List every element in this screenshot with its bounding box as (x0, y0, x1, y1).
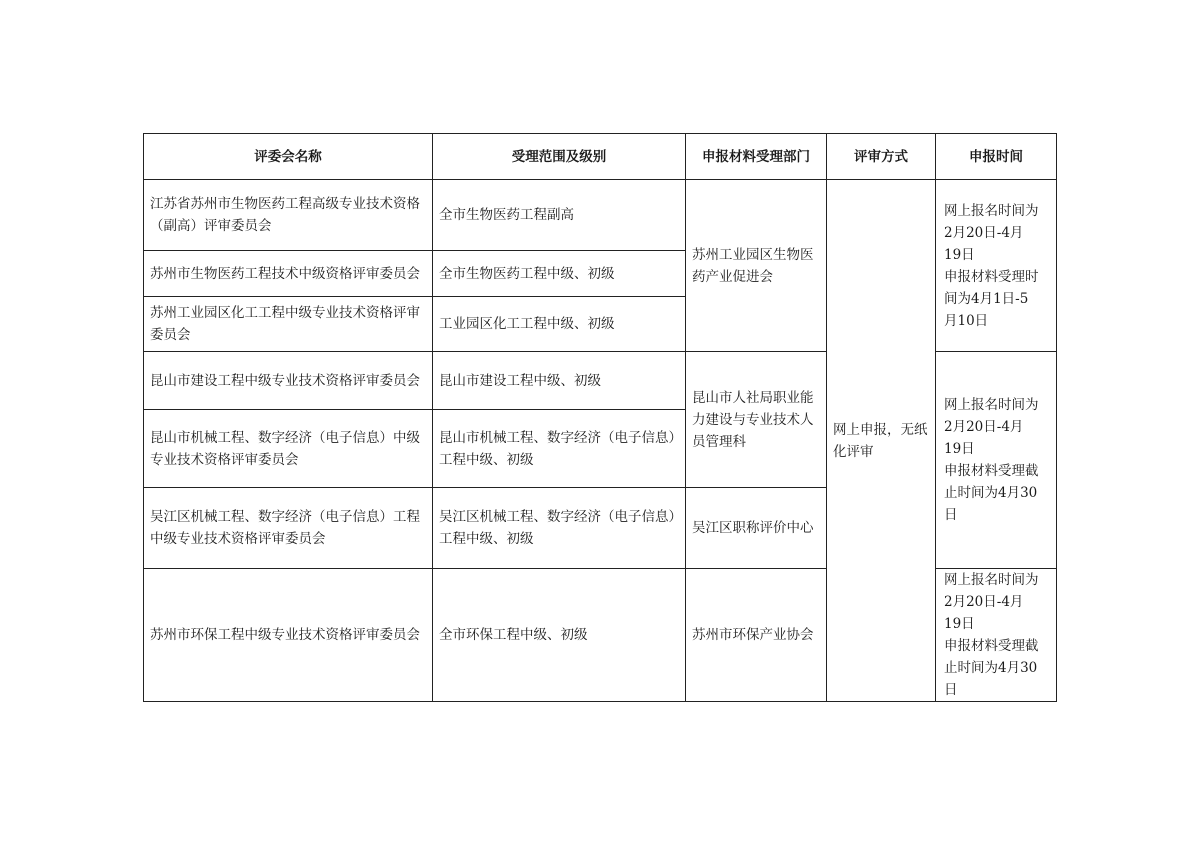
scope-cell: 全市生物医药工程中级、初级 (433, 251, 686, 297)
time-line: 申报材料受理截 (944, 463, 1039, 479)
scope-cell: 全市生物医药工程副高 (433, 180, 686, 251)
department-cell: 苏州市环保产业协会 (686, 569, 827, 702)
time-line: 19日 (944, 616, 975, 632)
header-scope-level: 受理范围及级别 (433, 134, 686, 180)
committee-name-cell: 昆山市建设工程中级专业技术资格评审委员会 (144, 352, 433, 410)
time-line: 止时间为4月30 (944, 660, 1038, 676)
time-line: 19日 (944, 441, 975, 457)
header-application-time: 申报时间 (936, 134, 1057, 180)
review-method-cell: 网上申报，无纸化评审 (827, 180, 936, 702)
department-cell: 吴江区职称评价中心 (686, 488, 827, 569)
application-time-cell (936, 352, 1057, 569)
scope-cell: 全市环保工程中级、初级 (433, 569, 686, 702)
scope-cell: 吴江区机械工程、数字经济（电子信息）工程中级、初级 (433, 488, 686, 569)
time-line: 2月20日-4月 (944, 224, 1024, 241)
header-review-method: 评审方式 (827, 134, 936, 180)
table-row (144, 180, 1057, 251)
committee-name-cell: 苏州工业园区化工工程中级专业技术资格评审委员会 (144, 297, 433, 352)
header-department: 申报材料受理部门 (686, 134, 827, 180)
time-line: 2月20日-4月 (944, 594, 1024, 610)
time-line: 2月20日-4月 (944, 419, 1024, 435)
time-line: 日 (944, 507, 958, 523)
title-evaluation-table (143, 133, 1057, 702)
time-line: 间为4月1日-5 (944, 290, 1029, 307)
time-line: 申报材料受理截 (944, 638, 1039, 654)
time-line: 网上报名时间为 (944, 397, 1039, 413)
time-line: 19日 (944, 246, 975, 263)
committee-name-cell: 苏州市环保工程中级专业技术资格评审委员会 (144, 569, 433, 702)
department-cell: 苏州工业园区生物医药产业促进会 (686, 180, 827, 352)
time-line: 月10日 (944, 312, 989, 329)
committee-name-cell: 苏州市生物医药工程技术中级资格评审委员会 (144, 251, 433, 297)
header-committee-name: 评委会名称 (144, 134, 433, 180)
scope-cell: 昆山市建设工程中级、初级 (433, 352, 686, 410)
scope-cell: 昆山市机械工程、数字经济（电子信息）工程中级、初级 (433, 410, 686, 488)
application-time-cell (936, 569, 1057, 702)
header-row (144, 134, 1057, 180)
time-line: 日 (944, 682, 958, 698)
time-line: 申报材料受理时 (944, 268, 1039, 285)
time-line: 网上报名时间为 (944, 572, 1039, 588)
application-time-cell (936, 180, 1057, 352)
scope-cell: 工业园区化工工程中级、初级 (433, 297, 686, 352)
time-line: 网上报名时间为 (944, 202, 1039, 219)
committee-name-cell: 江苏省苏州市生物医药工程高级专业技术资格（副高）评审委员会 (144, 180, 433, 251)
committee-name-cell: 昆山市机械工程、数字经济（电子信息）中级专业技术资格评审委员会 (144, 410, 433, 488)
department-cell: 昆山市人社局职业能力建设与专业技术人员管理科 (686, 352, 827, 488)
time-line: 止时间为4月30 (944, 485, 1038, 501)
committee-name-cell: 吴江区机械工程、数字经济（电子信息）工程中级专业技术资格评审委员会 (144, 488, 433, 569)
